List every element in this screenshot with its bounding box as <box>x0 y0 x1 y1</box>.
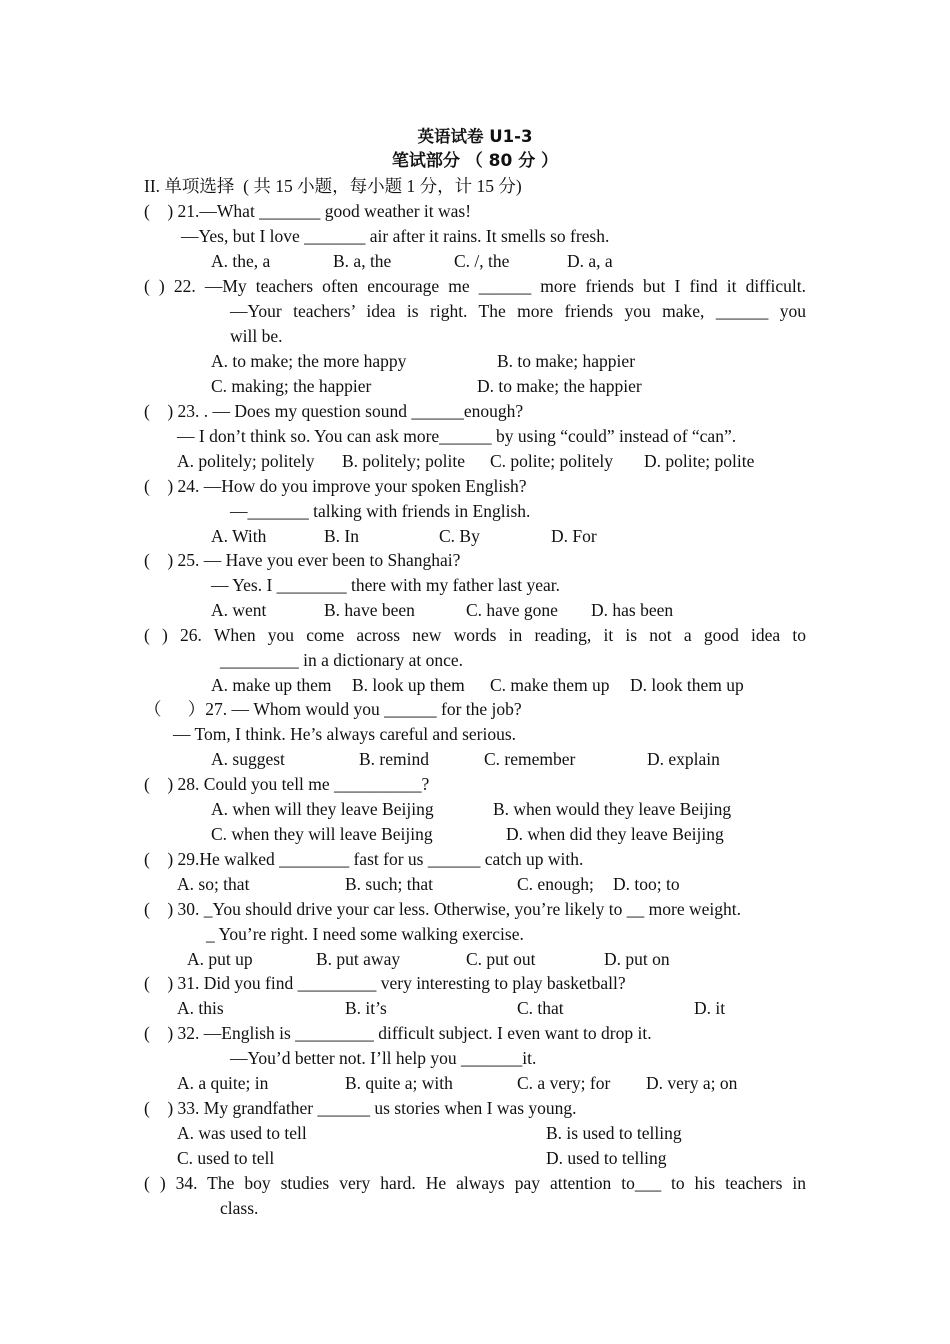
q32-option-d: D. very a; on <box>646 1073 738 1093</box>
q33-option-b: B. is used to telling <box>546 1123 682 1143</box>
q23-option-c: C. polite; politely <box>490 451 613 471</box>
q30-option-a: A. put up <box>187 949 253 969</box>
q28-option-a: A. when will they leave Beijing <box>211 799 434 819</box>
q22-reply-line2: will be. <box>230 326 283 346</box>
q30-reply: _ You’re right. I need some walking exercise. <box>206 924 524 944</box>
q24-option-d: D. For <box>551 526 597 546</box>
q28-stem: ( ) 28. Could you tell me __________? <box>144 774 430 794</box>
q21-option-a: A. the, a <box>211 251 271 271</box>
q22-stem: ( ) 22. —My teachers often encourage me ______ more friends but I find it difficult. <box>144 276 806 296</box>
q30-option-c: C. put out <box>466 949 536 969</box>
q22-reply-line1: —Your teachers’ idea is right. The more friends you make, ______ you <box>230 301 806 321</box>
exam-subtitle: 笔试部分 （ 80 分 ） <box>391 151 559 171</box>
q26-stem-line2: _________ in a dictionary at once. <box>220 650 463 670</box>
q30-option-b: B. put away <box>316 949 401 969</box>
q23-option-a: A. politely; politely <box>177 451 315 471</box>
q29-option-c: C. enough; <box>517 874 594 894</box>
q27-option-b: B. remind <box>359 749 429 769</box>
q25-option-d: D. has been <box>591 600 674 620</box>
q24-stem: ( ) 24. —How do you improve your spoken English? <box>144 476 527 496</box>
q32-option-c: C. a very; for <box>517 1073 611 1093</box>
section-heading: II. 单项选择 ( 共 15 小题，每小题 1 分，计 15 分) <box>144 176 522 196</box>
q21-reply: —Yes, but I love _______ air after it rains. It smells so fresh. <box>181 226 610 246</box>
q29-option-a: A. so; that <box>177 874 250 894</box>
q24-reply: —_______ talking with friends in English. <box>230 501 531 521</box>
q34-stem: ( ) 34. The boy studies very hard. He always pay attention to___ to his teachers in <box>144 1173 806 1193</box>
q24-option-a: A. With <box>211 526 267 546</box>
q25-option-a: A. went <box>211 600 267 620</box>
q23-reply: — I don’t think so. You can ask more______ by using “could” instead of “can”. <box>177 426 737 446</box>
q24-option-c: C. By <box>439 526 480 546</box>
q27-option-a: A. suggest <box>211 749 285 769</box>
q25-stem: ( ) 25. — Have you ever been to Shanghai? <box>144 550 461 570</box>
q32-stem: ( ) 32. —English is _________ difficult subject. I even want to drop it. <box>144 1023 652 1043</box>
q32-option-b: B. quite a; with <box>345 1073 453 1093</box>
q31-option-b: B. it’s <box>345 998 387 1018</box>
q26-option-a: A. make up them <box>211 675 332 695</box>
q32-option-a: A. a quite; in <box>177 1073 269 1093</box>
q29-option-d: D. too; to <box>613 874 680 894</box>
q25-option-c: C. have gone <box>466 600 558 620</box>
q24-option-b: B. In <box>324 526 359 546</box>
q22-option-b: B. to make; happier <box>497 351 636 371</box>
q26-option-b: B. look up them <box>352 675 465 695</box>
q30-stem: ( ) 30. _You should drive your car less. Otherwise, you’re likely to __ more weight. <box>144 899 742 919</box>
q28-option-c: C. when they will leave Beijing <box>211 824 433 844</box>
q21-option-b: B. a, the <box>333 251 392 271</box>
q33-stem: ( ) 33. My grandfather ______ us stories when I was young. <box>144 1098 577 1118</box>
q23-option-d: D. polite; polite <box>644 451 755 471</box>
q28-option-d: D. when did they leave Beijing <box>506 824 724 844</box>
q21-stem: ( ) 21.—What _______ good weather it was! <box>144 201 472 221</box>
q26-stem: ( ) 26. When you come across new words in reading, it is not a good idea to <box>144 625 806 645</box>
q27-reply: — Tom, I think. He’s always careful and serious. <box>173 724 517 744</box>
q29-stem: ( ) 29.He walked ________ fast for us ______ catch up with. <box>144 849 584 869</box>
q22-option-a: A. to make; the more happy <box>211 351 407 371</box>
q27-option-c: C. remember <box>484 749 576 769</box>
q34-stem-line2: class. <box>220 1198 259 1218</box>
q21-option-d: D. a, a <box>567 251 613 271</box>
q25-reply: — Yes. I ________ there with my father last year. <box>211 575 560 595</box>
q29-option-b: B. such; that <box>345 874 433 894</box>
q31-option-c: C. that <box>517 998 564 1018</box>
q25-option-b: B. have been <box>324 600 415 620</box>
q27-option-d: D. explain <box>647 749 720 769</box>
q27-stem: （ ）27. — Whom would you ______ for the job? <box>144 699 522 719</box>
q22-option-d: D. to make; the happier <box>477 376 642 396</box>
q33-option-d: D. used to telling <box>546 1148 667 1168</box>
q31-stem: ( ) 31. Did you find _________ very interesting to play basketball? <box>144 973 626 993</box>
q33-option-c: C. used to tell <box>177 1148 275 1168</box>
q26-option-d: D. look them up <box>630 675 744 695</box>
q32-reply: —You’d better not. I’ll help you _______it. <box>230 1048 537 1068</box>
q28-option-b: B. when would they leave Beijing <box>493 799 732 819</box>
q31-option-a: A. this <box>177 998 224 1018</box>
q22-option-c: C. making; the happier <box>211 376 372 396</box>
q23-option-b: B. politely; polite <box>342 451 465 471</box>
q26-option-c: C. make them up <box>490 675 610 695</box>
q23-stem: ( ) 23. . — Does my question sound ______enough? <box>144 401 524 421</box>
q30-option-d: D. put on <box>604 949 670 969</box>
q31-option-d: D. it <box>694 998 726 1018</box>
exam-title: 英语试卷 U1-3 <box>417 127 533 146</box>
q33-option-a: A. was used to tell <box>177 1123 307 1143</box>
q21-option-c: C. /, the <box>454 251 510 271</box>
